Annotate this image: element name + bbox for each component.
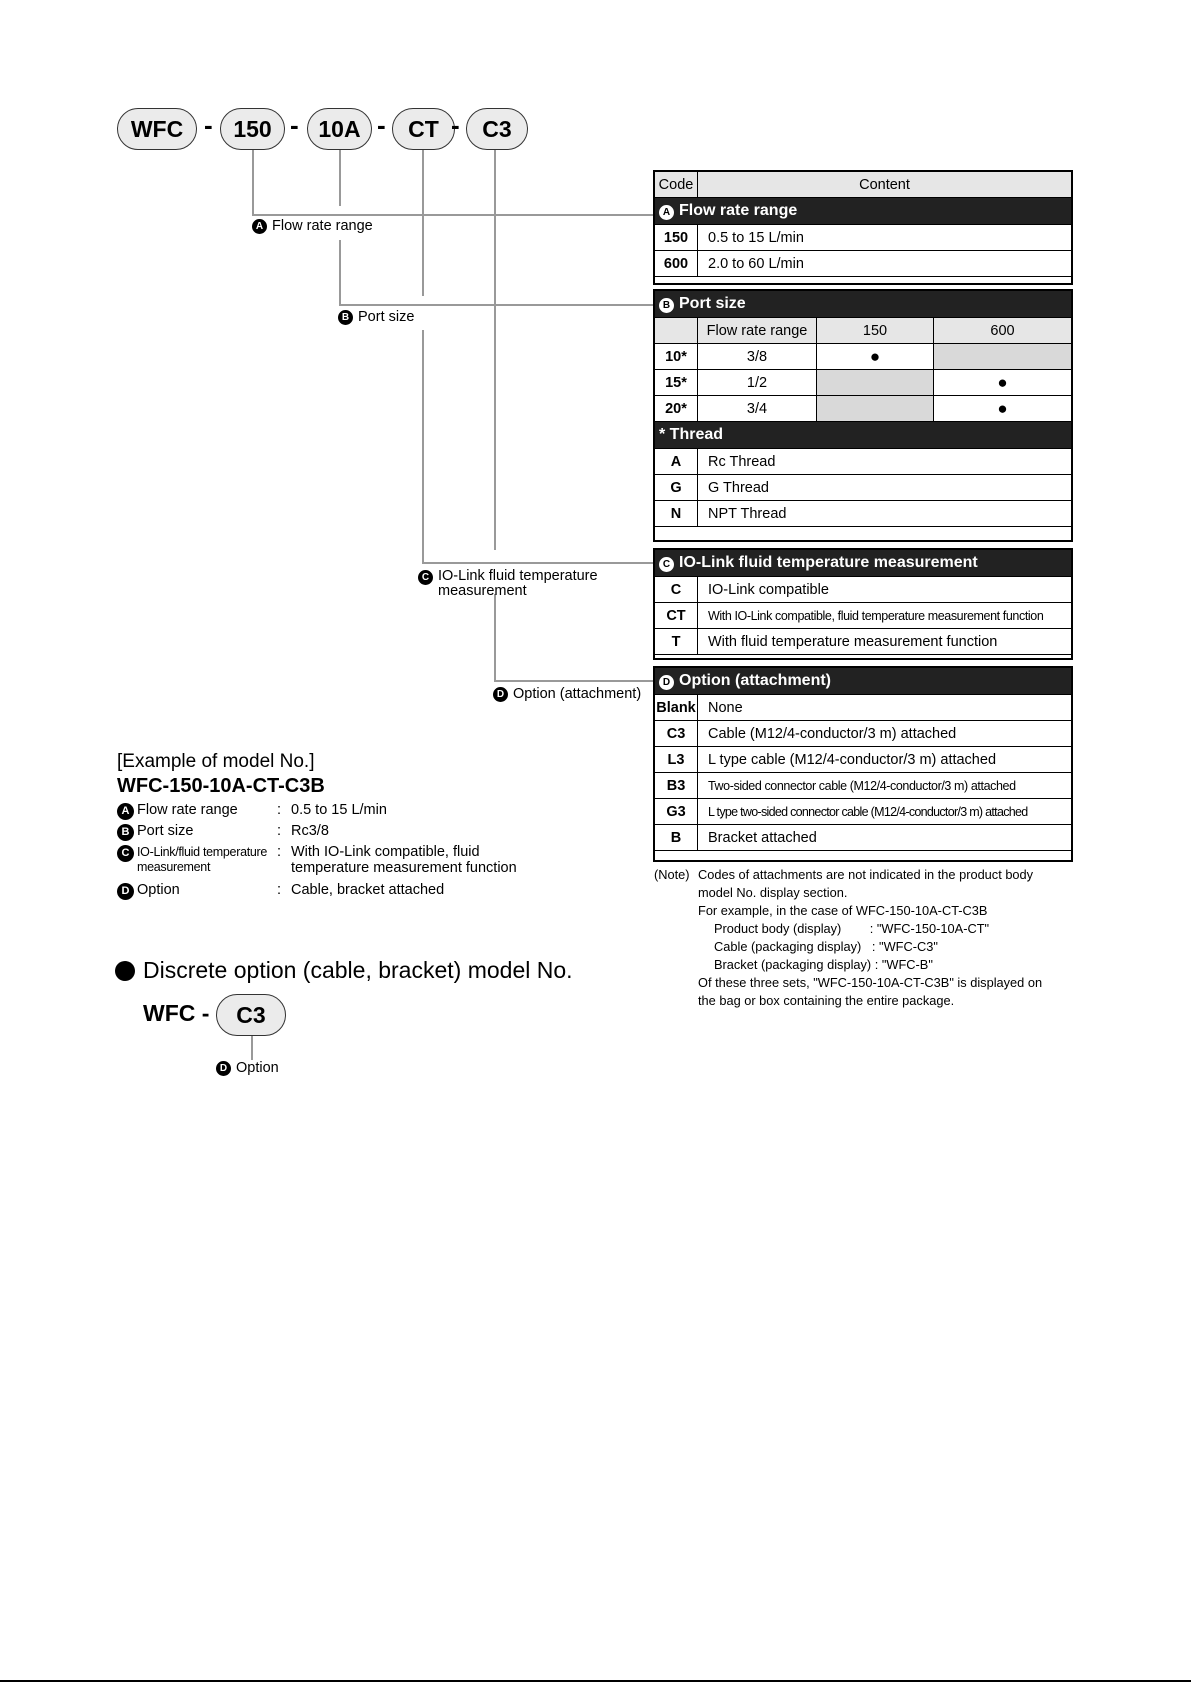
connector-line — [422, 330, 424, 564]
row-code: G — [655, 475, 698, 501]
row-content: Rc Thread — [698, 449, 1072, 475]
row-content: Cable (M12/4-conductor/3 m) attached — [698, 721, 1072, 747]
example-value: Rc3/8 — [291, 823, 329, 839]
example-label: Flow rate range — [137, 802, 238, 818]
note-line: Codes of attachments are not indicated in the product body — [698, 867, 1034, 882]
example-value: With IO-Link compatible, fluid — [291, 844, 480, 860]
port-size-table — [654, 290, 1072, 527]
row-code: 10* — [655, 344, 698, 370]
unavailable-cell — [934, 344, 1072, 370]
letter-d-icon: D — [216, 1061, 231, 1076]
row-size: 3/4 — [698, 396, 817, 422]
table-row — [655, 747, 1072, 773]
letter-a-icon: A — [659, 205, 674, 220]
model-separator: - — [377, 110, 386, 140]
letter-b-icon: B — [338, 310, 353, 325]
letter-a-icon: A — [252, 219, 267, 234]
example-value: 0.5 to 15 L/min — [291, 802, 387, 818]
example-label: Port size — [137, 823, 194, 839]
row-code: 15* — [655, 370, 698, 396]
section-header-port — [655, 291, 1072, 318]
example-sep: : — [277, 823, 282, 839]
page-footer-line — [0, 1680, 1191, 1682]
example-value: temperature measurement function — [291, 860, 517, 876]
model-segment-option: C3 — [466, 108, 528, 150]
letter-c-icon: C — [418, 570, 433, 585]
note-prefix: (Note) — [654, 867, 690, 882]
example-item-b — [117, 823, 567, 841]
bullet-icon — [115, 961, 135, 981]
connector-line — [339, 304, 654, 306]
row-content: Bracket attached — [698, 825, 1072, 851]
callout-label: Option — [236, 1060, 279, 1076]
model-segment-port: 10A — [307, 108, 372, 150]
row-content: G Thread — [698, 475, 1072, 501]
table-row — [655, 577, 1072, 603]
header-600: 600 — [934, 318, 1072, 344]
row-code: N — [655, 501, 698, 527]
example-item-d — [117, 882, 567, 900]
section-title: IO-Link fluid temperature measurement — [679, 554, 978, 571]
model-segment-series: WFC — [117, 108, 197, 150]
connector-line — [422, 150, 424, 296]
letter-d-icon: D — [117, 883, 134, 900]
model-separator: - — [451, 110, 460, 140]
row-content: 0.5 to 15 L/min — [698, 225, 1072, 251]
table-row — [655, 449, 1072, 475]
example-label: IO-Link/fluid temperature — [137, 845, 268, 859]
table-row — [655, 344, 1072, 370]
row-content: Two-sided connector cable (M12/4-conductor/3 m) attached — [698, 773, 1072, 799]
connector-line — [339, 150, 341, 206]
table-row — [655, 475, 1072, 501]
discrete-segment-option: C3 — [216, 994, 286, 1036]
model-segment-flow: 150 — [220, 108, 285, 150]
row-code: L3 — [655, 747, 698, 773]
note-line: the bag or box containing the entire package. — [698, 993, 955, 1008]
callout-label: IO-Link fluid temperature — [438, 568, 598, 584]
example-item-c — [117, 844, 567, 878]
row-code: 600 — [655, 251, 698, 277]
row-content: With fluid temperature measurement function — [698, 629, 1072, 655]
callout-label: Option (attachment) — [513, 686, 642, 702]
letter-c-icon: C — [659, 557, 674, 572]
row-content: With IO-Link compatible, fluid temperature measurement function — [698, 603, 1072, 629]
table-header-row — [655, 318, 1072, 344]
row-code: 20* — [655, 396, 698, 422]
table-row — [655, 603, 1072, 629]
section-header-option — [655, 668, 1072, 695]
section-title: Option (attachment) — [679, 672, 831, 689]
row-content: NPT Thread — [698, 501, 1072, 527]
row-code: B — [655, 825, 698, 851]
connector-line — [422, 562, 654, 564]
row-size: 1/2 — [698, 370, 817, 396]
model-segment-iolink: CT — [392, 108, 455, 150]
header-content: Content — [698, 172, 1072, 198]
table-row — [655, 721, 1072, 747]
row-content: L type two-sided connector cable (M12/4-conductor/3 m) attached — [698, 799, 1072, 825]
row-code: A — [655, 449, 698, 475]
attachment-note — [654, 866, 1098, 1010]
section-header-thread — [655, 422, 1072, 449]
row-code: C — [655, 577, 698, 603]
example-sep: : — [277, 802, 282, 818]
letter-d-icon: D — [659, 675, 674, 690]
callout-port-size — [338, 309, 414, 325]
row-code: B3 — [655, 773, 698, 799]
unavailable-cell — [817, 396, 934, 422]
letter-a-icon: A — [117, 803, 134, 820]
note-line: Of these three sets, "WFC-150-10A-CT-C3B" is displayed on — [698, 975, 1043, 990]
letter-d-icon: D — [493, 687, 508, 702]
example-value: Cable, bracket attached — [291, 882, 445, 898]
table-row — [655, 396, 1072, 422]
section-header-iolink — [655, 550, 1072, 577]
table-row — [655, 501, 1072, 527]
connector-line — [252, 150, 254, 216]
section-title: Port size — [679, 295, 746, 312]
row-content: IO-Link compatible — [698, 577, 1072, 603]
table-row — [655, 370, 1072, 396]
model-separator: - — [204, 110, 213, 140]
iolink-table — [654, 549, 1072, 655]
availability-dot-icon: ● — [934, 370, 1072, 396]
example-label: Option — [137, 882, 180, 898]
table-row — [655, 251, 1072, 277]
table-row — [655, 629, 1072, 655]
discrete-prefix: WFC - — [143, 1000, 210, 1026]
row-code: 150 — [655, 225, 698, 251]
flow-rate-table — [654, 171, 1072, 277]
letter-b-icon: B — [659, 298, 674, 313]
table-row — [655, 799, 1072, 825]
row-code: G3 — [655, 799, 698, 825]
row-content: L type cable (M12/4-conductor/3 m) attached — [698, 747, 1072, 773]
discrete-title-text: Discrete option (cable, bracket) model No. — [143, 957, 573, 983]
callout-label: Flow rate range — [272, 218, 373, 234]
note-line: Product body (display) : "WFC-150-10A-CT" — [714, 921, 990, 936]
note-line: Cable (packaging display) : "WFC-C3" — [714, 939, 938, 954]
availability-dot-icon: ● — [934, 396, 1072, 422]
row-content: 2.0 to 60 L/min — [698, 251, 1072, 277]
section-title: Flow rate range — [679, 202, 798, 219]
header-flow-range: Flow rate range — [698, 318, 817, 344]
connector-line — [339, 240, 341, 306]
example-label: measurement — [137, 860, 211, 874]
callout-option — [493, 686, 641, 702]
row-code: C3 — [655, 721, 698, 747]
note-line: Bracket (packaging display) : "WFC-B" — [714, 957, 933, 972]
example-heading: [Example of model No.] — [117, 751, 315, 772]
row-code: CT — [655, 603, 698, 629]
discrete-title — [115, 957, 573, 984]
table-row — [655, 695, 1072, 721]
callout-label: measurement — [438, 583, 527, 599]
note-line: For example, in the case of WFC-150-10A-CT-C3B — [698, 903, 988, 918]
row-code: Blank — [655, 695, 698, 721]
section-title: * Thread — [655, 422, 1072, 449]
example-item-a — [117, 802, 567, 820]
table-row — [655, 773, 1072, 799]
row-code: T — [655, 629, 698, 655]
connector-line — [494, 150, 496, 550]
example-sep: : — [277, 882, 282, 898]
callout-iolink — [418, 569, 598, 599]
connector-line — [251, 1036, 253, 1060]
example-model: WFC-150-10A-CT-C3B — [117, 775, 325, 797]
letter-c-icon: C — [117, 845, 134, 862]
option-table — [654, 667, 1072, 851]
unavailable-cell — [817, 370, 934, 396]
section-header-flow — [655, 198, 1072, 225]
availability-dot-icon: ● — [817, 344, 934, 370]
connector-line — [252, 214, 654, 216]
example-sep: : — [277, 844, 282, 860]
row-size: 3/8 — [698, 344, 817, 370]
connector-line — [494, 594, 496, 682]
header-code: Code — [655, 172, 698, 198]
callout-flow-rate — [252, 218, 373, 234]
table-header-row — [655, 172, 1072, 198]
model-separator: - — [290, 110, 299, 140]
connector-line — [494, 680, 654, 682]
callout-label: Port size — [358, 309, 415, 325]
table-row — [655, 825, 1072, 851]
callout-discrete-option — [216, 1060, 279, 1076]
table-row — [655, 225, 1072, 251]
letter-b-icon: B — [117, 824, 134, 841]
note-line: model No. display section. — [698, 885, 848, 900]
header-150: 150 — [817, 318, 934, 344]
row-content: None — [698, 695, 1072, 721]
